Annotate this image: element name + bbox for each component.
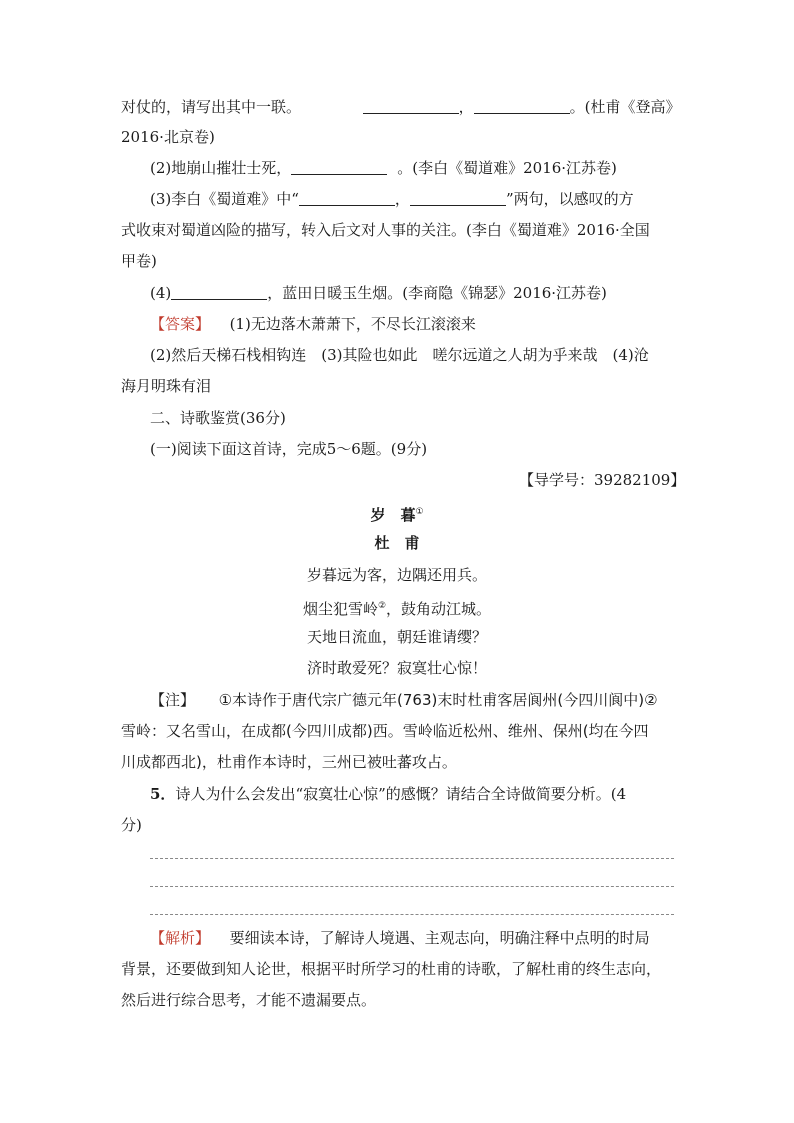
- poem-line-4: 济时敢爱死？寂寞壮心惊！: [306, 659, 487, 677]
- answer-writing-line[interactable]: [150, 886, 674, 887]
- question-1-source-cont: 2016·北京卷): [121, 128, 215, 146]
- poem-line-1: 岁暮远为客，边隅还用兵。: [306, 566, 487, 584]
- comma: ，: [458, 98, 474, 116]
- question-3-line-3: 甲卷): [121, 252, 157, 270]
- question-1-source: 。(杜甫《登高》: [569, 98, 681, 116]
- answer-writing-line[interactable]: [150, 914, 674, 915]
- answer-text: (1)无边落木萧萧下，不尽长江滚滚来: [229, 315, 476, 333]
- question-3-line-2: 式收束对蜀道凶险的描写，转入后文对人事的关注。(李白《蜀道难》2016·全国: [121, 221, 650, 239]
- answer-blank[interactable]: [474, 97, 570, 114]
- answer-blank[interactable]: [171, 283, 267, 300]
- question-1-line: [121, 96, 680, 118]
- poem-line-2-part-a: 烟尘犯雪岭: [302, 600, 378, 618]
- note-text: ①本诗作于唐代宗广德元年(763)末时杜甫客居阆州(今四川阆中)②: [218, 691, 658, 709]
- analysis-line-2: 背景，还要做到知人论世，根据平时所学习的杜甫的诗歌，了解杜甫的终生志向，: [121, 960, 662, 978]
- poem-title: 岁 暮: [370, 506, 416, 524]
- footnote-mark: ②: [377, 601, 387, 611]
- analysis-line-1: [150, 927, 650, 949]
- analysis-label: 【解析】: [150, 929, 211, 947]
- poem-line-2: [0, 595, 794, 620]
- question-5-number: 5．: [150, 785, 176, 803]
- answer-line-2: (2)然后天梯石栈相钩连 (3)其险也如此 嗟尔远道之人胡为乎来哉 (4)沧: [150, 346, 649, 364]
- note-line-1: [150, 689, 658, 711]
- analysis-line-3: 然后进行综合思考，才能不遗漏要点。: [121, 991, 377, 1009]
- analysis-text: 要细读本诗，了解诗人境遇、主观志向，明确注释中点明的时局: [229, 929, 650, 947]
- question-3-line: [150, 188, 634, 210]
- question-2-text: (2)地崩山摧壮士死，: [150, 159, 292, 177]
- answer-blank[interactable]: [410, 189, 506, 206]
- note-line-3: 川成都西北)，杜甫作本诗时，三州已被吐蕃攻占。: [121, 753, 457, 771]
- question-4-line: [150, 282, 607, 304]
- section-heading: 二、诗歌鉴赏(36分): [150, 409, 286, 427]
- guide-number: 【导学号：39282109】: [519, 471, 686, 489]
- question-2-line: [150, 157, 617, 179]
- note-label: 【注】: [150, 691, 196, 709]
- answer-label: 【答案】: [150, 315, 211, 333]
- question-3-text-tail: ”两句，以感叹的方: [505, 190, 634, 208]
- comma: ，: [394, 190, 410, 208]
- question-4-number: (4): [150, 284, 172, 302]
- poem-line-2-part-b: ，鼓角动江城。: [386, 600, 492, 618]
- question-5-line-2: 分): [121, 816, 142, 834]
- question-5-line: [150, 783, 626, 805]
- poem-title-line: [0, 501, 794, 526]
- answer-line-3: 海月明珠有泪: [121, 377, 212, 395]
- question-1-text: 对仗的，请写出其中一联。: [121, 98, 302, 116]
- answer-writing-line[interactable]: [150, 858, 674, 859]
- question-5-text: 诗人为什么会发出“寂寞壮心惊”的感慨？请结合全诗做简要分析。(4: [175, 785, 627, 803]
- poem-line-3: 天地日流血，朝廷谁请缨？: [306, 628, 487, 646]
- footnote-mark: ①: [415, 507, 424, 517]
- section-subheading: (一)阅读下面这首诗，完成5～6题。(9分): [150, 440, 428, 458]
- answer-line-1: [150, 313, 476, 335]
- poem-author: 杜 甫: [374, 534, 420, 552]
- answer-blank[interactable]: [363, 97, 459, 114]
- question-3-text: (3)李白《蜀道难》中“: [150, 190, 299, 208]
- note-line-2: 雪岭：又名雪山，在成都(今四川成都)西。雪岭临近松州、维州、保州(均在今四: [121, 722, 649, 740]
- question-4-text: ，蓝田日暖玉生烟。(李商隐《锦瑟》2016·江苏卷): [267, 284, 607, 302]
- question-2-source: 。(李白《蜀道难》2016·江苏卷): [397, 159, 617, 177]
- answer-blank[interactable]: [291, 158, 387, 175]
- answer-blank[interactable]: [299, 189, 395, 206]
